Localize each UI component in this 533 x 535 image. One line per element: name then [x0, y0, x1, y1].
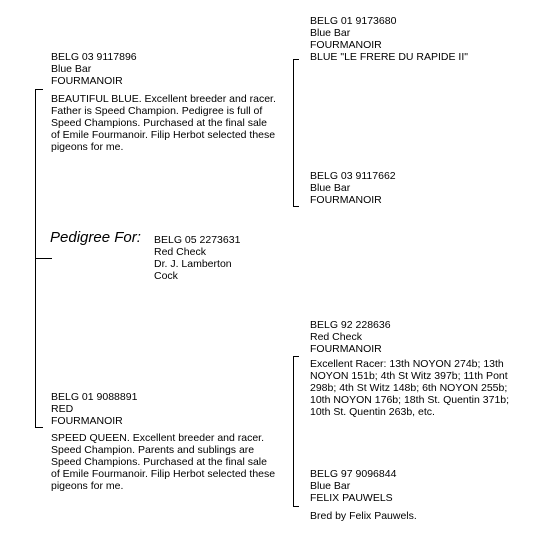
dam-sire-block [310, 319, 391, 355]
dam-connector-bottom [35, 427, 43, 428]
dam-branch-bottom [293, 506, 299, 507]
dam-branch-vertical [293, 356, 294, 507]
sire-dam-color: Blue Bar [310, 182, 351, 194]
subject-band: BELG 05 2273631 [154, 234, 241, 246]
subject-connector [35, 258, 52, 259]
sire-connector-top [35, 89, 43, 90]
subject-sex: Cock [154, 270, 178, 282]
dam-dam-band: BELG 97 9096844 [310, 468, 397, 480]
dam-sire-breeder: FOURMANOIR [310, 343, 382, 355]
sire-sire-band: BELG 01 9173680 [310, 15, 397, 27]
sire-dam-breeder: FOURMANOIR [310, 194, 382, 206]
dam-dam-block [310, 468, 396, 504]
sire-branch-top [293, 59, 299, 60]
dam-connector-vertical [35, 258, 36, 428]
sire-breeder: FOURMANOIR [51, 75, 123, 87]
sire-dam-block [310, 170, 396, 206]
dam-dam-breeder: FELIX PAUWELS [310, 492, 393, 504]
dam-sire-comment-block [310, 358, 509, 418]
subject-block [50, 229, 141, 246]
subject-details [154, 234, 240, 282]
dam-dam-color: Blue Bar [310, 480, 351, 492]
sire-sire-comment: BLUE "LE FRERE DU RAPIDE II" [310, 51, 468, 63]
sire-color: Blue Bar [51, 63, 92, 75]
dam-block [51, 391, 137, 427]
dam-color: RED [51, 403, 74, 415]
dam-sire-comment: Excellent Racer: 13th NOYON 274b; 13th NOYON 151b; 4th St Witz 397b; 11th Pont 298b; 4th St Witz 148b; 6th NOYON 255b; 10th NOYON 176b; 18th St. Quentin 371b; 10th St. Quentin 263b, etc. [310, 358, 510, 418]
subject-owner: Dr. J. Lamberton [154, 258, 232, 270]
pedigree-title: Pedigree For: [50, 229, 141, 246]
sire-branch-bottom [293, 206, 299, 207]
sire-dam-band: BELG 03 9117662 [310, 170, 396, 182]
dam-comment-block [51, 432, 275, 492]
sire-sire-breeder: FOURMANOIR [310, 39, 382, 51]
sire-comment-block [51, 93, 276, 153]
dam-branch-top [293, 356, 299, 357]
dam-band: BELG 01 9088891 [51, 391, 138, 403]
sire-sire-color: Blue Bar [310, 27, 351, 39]
dam-comment: SPEED QUEEN. Excellent breeder and racer. Speed Champion. Parents and sublings are Speed Champions. Purchased at the final sale of Emile Fourmanoir. Filip Herbot selected these pigeons for me. [51, 432, 276, 492]
sire-band: BELG 03 9117896 [51, 51, 137, 63]
sire-branch-vertical [293, 59, 294, 207]
dam-breeder: FOURMANOIR [51, 415, 123, 427]
sire-block [51, 51, 137, 87]
dam-dam-comment-block [310, 510, 417, 522]
dam-sire-color: Red Check [310, 331, 362, 343]
sire-comment: BEAUTIFUL BLUE. Excellent breeder and racer. Father is Speed Champion. Pedigree is full of Speed Champions. Purchased at the final sale of Emile Fourmanoir. Filip Herbot selected these pigeons for me. [51, 93, 276, 153]
sire-connector-vertical [35, 89, 36, 259]
subject-color: Red Check [154, 246, 206, 258]
dam-sire-band: BELG 92 228636 [310, 319, 391, 331]
sire-sire-block [310, 15, 468, 63]
dam-dam-comment: Bred by Felix Pauwels. [310, 510, 417, 522]
